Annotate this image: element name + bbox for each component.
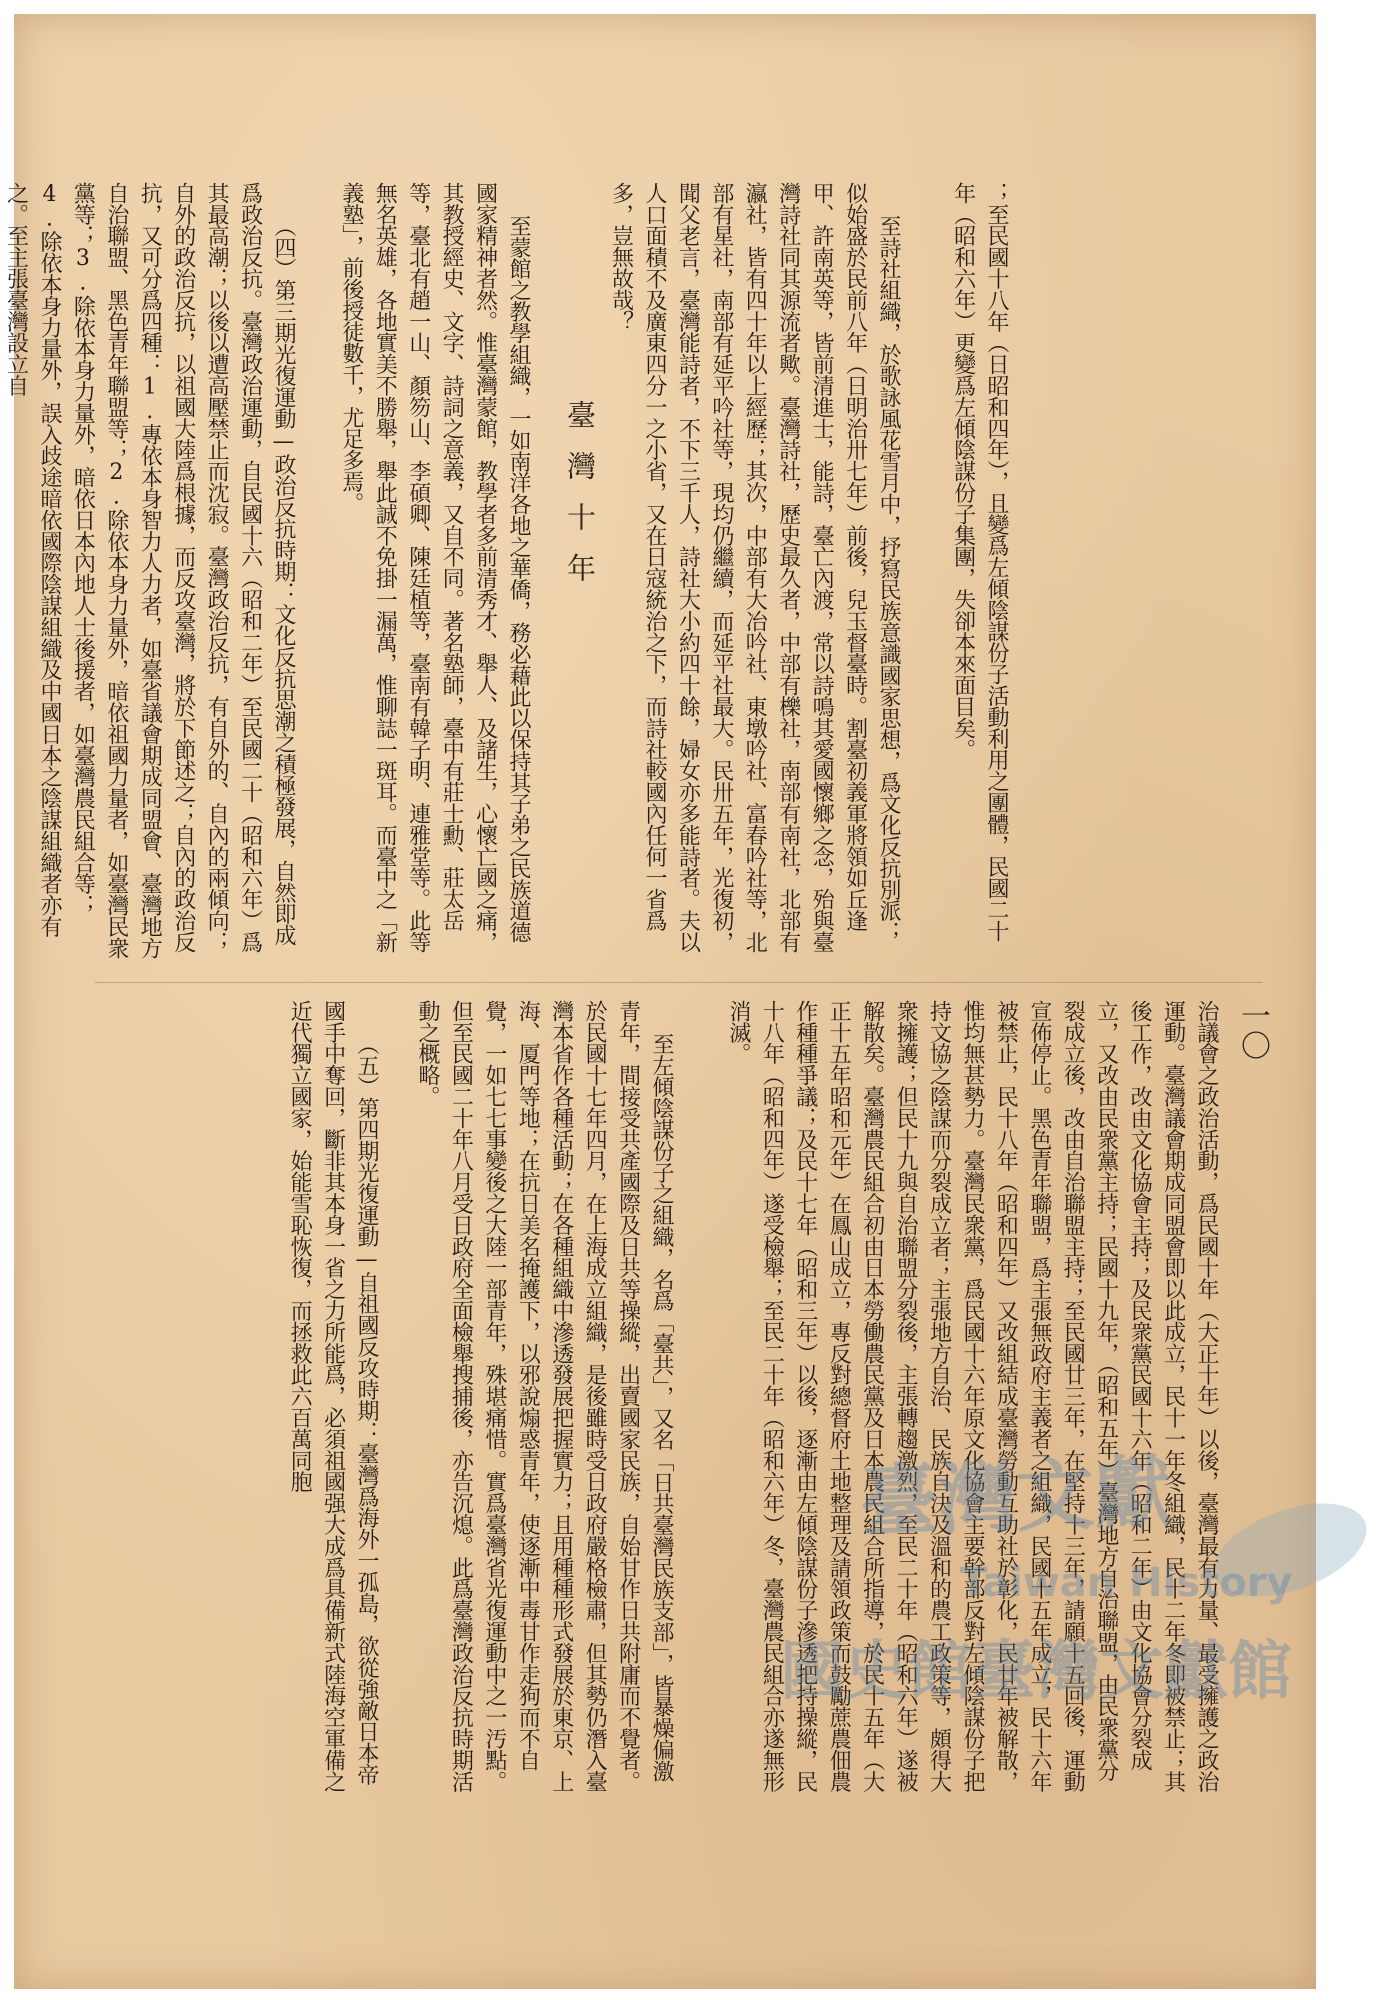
watermark-subtitle: Taiwan History xyxy=(960,1560,1293,1606)
section-divider xyxy=(95,982,1263,983)
bottom-paragraph-1: 治議會之政治活動，爲民國十年（大正十年）以後，臺灣最有力量、最受擁護之政治運動。臺灣議會期成同盟會即以此成立，民十一年冬組織，民十二年冬即被禁止；其後工作，改由文化協會主持；及民衆黨民國十六年（昭和二年）由文化協會分裂成立，又改由民衆黨主持；民國十九年，（昭和五年）臺灣地方自治聯盟，由民衆黨分裂成立後，改由自治聯盟主持；至民國廿三年，在堅持十三年，請願十五回後，運動宣佈停止。黑色青年聯盟，爲主張無政府主義者之組織，民國十五年成立，民十六年被禁止，民十八年（昭和四年）又改組結成臺灣勞動互助社於彰化，民廿年被解散，惟均無甚勢力。臺灣民衆黨，爲民國十六年原文化協會主要幹部反對左傾陰謀份子把持文協之陰謀而分裂成立者；主張地方自治、民族自決及溫和的農工政策等，頗得大衆擁護；但民十九與自治聯盟分裂後，主張轉趨激烈，至民二十年（昭和六年）遂被解散矣。臺灣農民組合初由日本勞働農民黨及日本農民組合所指導，於民十五年（大正十五年昭和元年）在鳳山成立，專反對總督府土地整理及請領政策而鼓勵蔗農佃農作種種爭議；及民十七年（昭和三年）以後，逐漸由左傾陰謀份子滲透把持操縱，民十八年（昭和四年）遂受檢舉；至民二十年（昭和六年）冬，臺灣農民組合亦遂無形消滅。 xyxy=(725,1000,1219,1792)
bottom-paragraph-3: （五）第四期光復運動—自祖國反攻時期：臺灣爲海外一孤島，欲從強敵日本帝國手中奪回，斷非其本身一省之力所能爲，必須祖國强大成爲具備新式陸海空軍備之近代獨立國家，始能雪恥恢復，而拯救此六百萬同胞 xyxy=(287,1000,379,1792)
top-paragraph-3: 至蒙館之教學組織，一如南洋各地之華僑，務必藉此以保持其子弟之民族道德國家精神者然。惟臺灣蒙館，教學者多前清秀才、舉人、及諸生，心懷亡國之痛，其教授經史、文字、詩詞之意義，又自不同。著名塾師，臺中有莊士勳、莊太岳等，臺北有趙一山、顏笏山、李碩卿、陳廷植等，臺南有韓子明、連雅堂等。此等無名英雄，各地實美不勝舉，舉此誠不免掛一漏萬，惟聊誌一斑耳。而臺中之「新義塾」，前後授徒數千，尤足多焉。 xyxy=(338,182,531,953)
running-head: 臺灣十年 xyxy=(563,400,597,604)
watermark-title: 臺灣文獻 xyxy=(858,1447,1174,1549)
watermark-institution: 國史館臺灣文獻館 xyxy=(780,1635,1292,1709)
top-paragraph-2: 至詩社組織，於歌詠風花雪月中，抒寫民族意識國家思想，爲文化反抗別派；似始盛於民前八年（日明治卅七年）前後，兒玉督臺時。割臺初義軍將領如丘逢甲、許南英等，皆前清進士，能詩，臺亡內渡，常以詩鳴其愛國懷鄉之念，殆與臺灣詩社同其源流者歟。臺灣詩社，歷史最久者，中部有櫟社，南部有南社，北部有瀛社，皆有四十年以上經歷；其次，中部有大冶吟社、東墩吟社、富春吟社等，北部有星社，南部有延平吟社等，現均仍繼續，而延平社最大。民卅五年，光復初，聞父老言，臺灣能詩者，不下三千人，詩社大小約四十餘，婦女亦多能詩者。夫以人口面積不及廣東四分一之小省，又在日寇統治之下，而詩社較國內任何一省爲多，豈無故哉？ xyxy=(608,182,901,953)
bottom-paragraph-2: 至左傾陰謀份子之組織，名爲「臺共」，又名「日共臺灣民族支部」，皆暴燥偏激青年，間接受共產國際及日共等操縱，出賣國家民族，自始甘作日共附庸而不覺者。於民國十七年四月，在上海成立組織，是後雖時受日政府嚴格檢肅，但其勢仍潛入臺灣本省作各種活動；在各種組織中滲透發展把握實力；且用種種形式發展於東京、上海、厦門等地；在抗日美名掩護下，以邪說煽惑青年，使逐漸中毒甘作走狗而不自覺，一如七七事變後之大陸一部青年，殊堪痛惜。實爲臺灣省光復運動中之一汚點。但至民國二十年八月受日政府全面檢舉搜捕後，亦告沉熄。此爲臺灣政治反抗時期活動之概略。 xyxy=(414,1000,674,1792)
page-number: 一〇 xyxy=(1235,1000,1270,1060)
top-paragraph-1: ；至民國十八年（日昭和四年），且變爲左傾陰謀份子活動利用之團體，民國二十年（昭和六年）更變爲左傾陰謀份子集團，失卻本來面目矣。 xyxy=(950,182,1009,942)
top-paragraph-4: （四）第三期光復運動—政治反抗時期：文化反抗思潮之積極發展，自然即成爲政治反抗。臺灣政治運動，自民國十六（昭和二年）至民國二十（昭和六年）爲其最高潮；以後以遭高壓禁止而沈寂。臺灣政治反抗，有自外的、自內的兩傾向；自外的政治反抗，以祖國大陸爲根據，而反攻臺灣，將於下節述之；自內的政治反抗，又可分爲四種：1.專依本身智力人力者，如臺省議會期成同盟會、臺灣地方自治聯盟、黑色青年聯盟等；2.除依本身力量外，暗依祖國力量者，如臺灣民衆黨等；3.除依本身力量外，暗依日本內地人士後援者，如臺灣農民組合等；4.除依本身力量外，誤入歧途暗依國際陰謀組織及中國日本之陰謀組織者亦有之。至主張臺灣設立自 xyxy=(3,182,296,959)
